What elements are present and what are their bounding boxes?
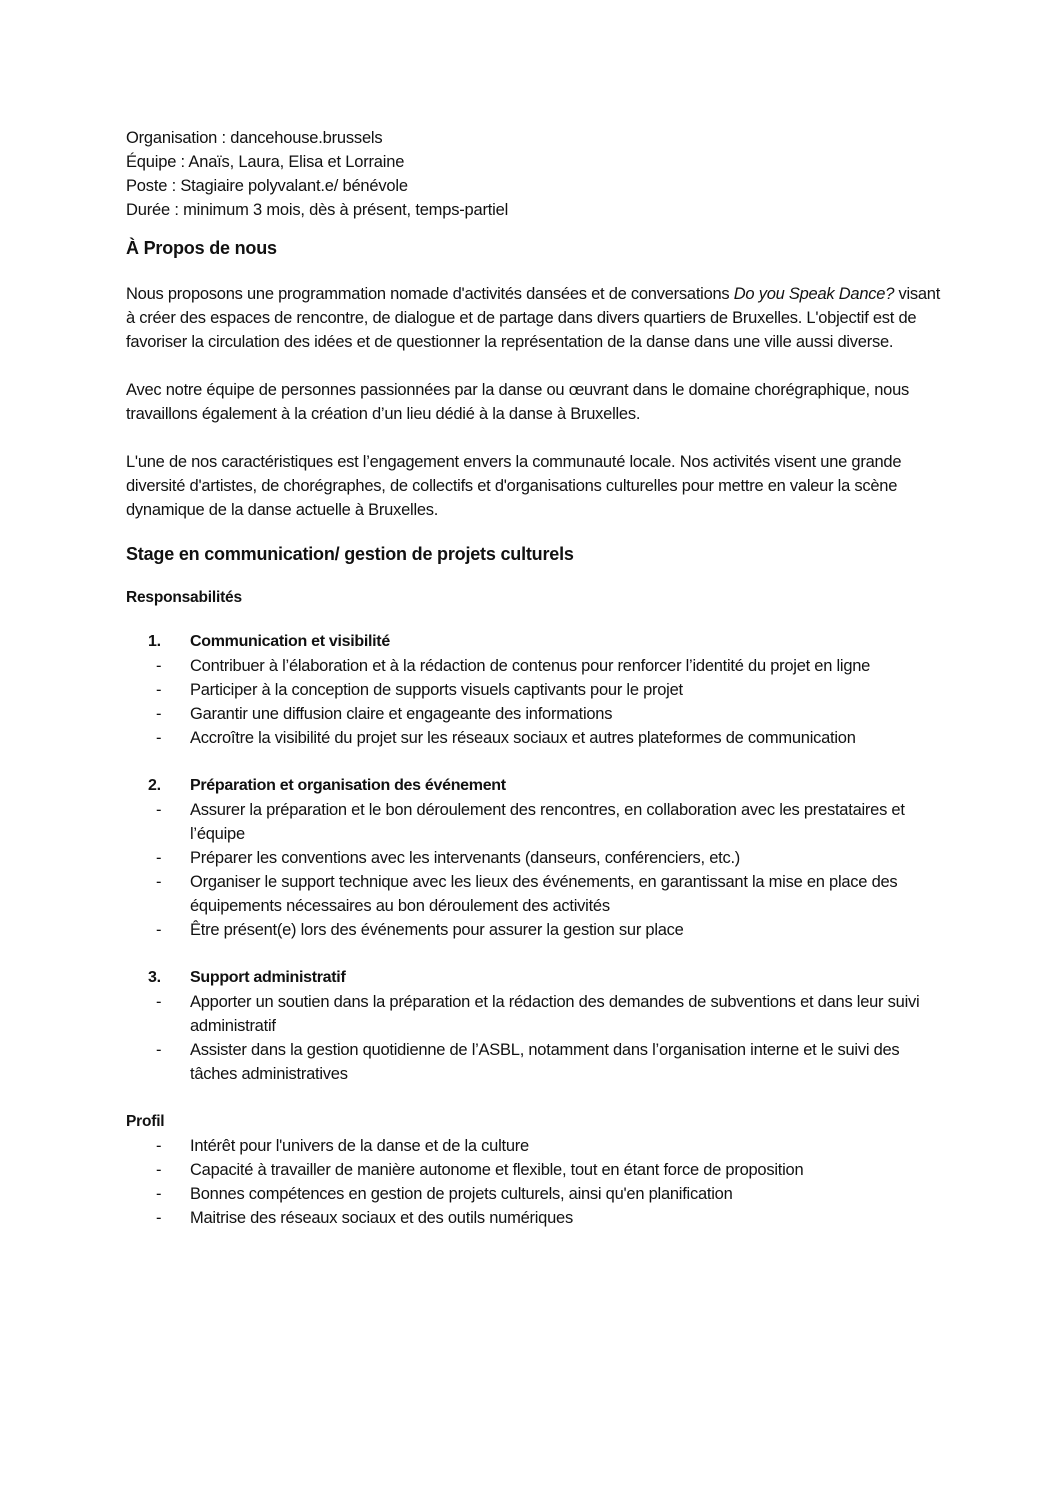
about-p1-text-end: visant à créer des espaces de rencontre, de dialogue et de partage dans divers quartiers de Bruxelles. L'objectif est de favoriser la circulation des idées et de questionner la représentation de la danse dans une ville aussi diverse. <box>126 285 941 351</box>
list-item-text: Capacité à travailler de manière autonome et flexible, tout en étant force de proposition <box>190 1161 804 1179</box>
internship-heading: Stage en communication/ gestion de projets culturels <box>126 544 574 564</box>
responsibility-section-admin <box>126 966 946 1086</box>
section-number: 2. <box>148 777 161 794</box>
dash-bullet-icon: - <box>156 801 162 819</box>
list-item <box>126 678 950 702</box>
list-item <box>126 870 950 918</box>
list-item-text: Organiser le support technique avec les lieux des événements, en garantissant la mise en place des équipements nécessaires au bon déroulement des activités <box>190 873 898 915</box>
section-heading <box>126 774 946 798</box>
organisation-line: Organisation : dancehouse.brussels <box>126 129 383 147</box>
list-item <box>126 1182 950 1206</box>
dash-bullet-icon: - <box>156 1161 162 1179</box>
about-p1-text: Nous proposons une programmation nomade d'activités dansées et de conversations <box>126 285 734 303</box>
about-heading: À Propos de nous <box>126 238 277 258</box>
list-item-text: Intérêt pour l'univers de la danse et de la culture <box>190 1137 529 1155</box>
profile-heading: Profil <box>126 1113 165 1130</box>
list-item <box>126 726 950 750</box>
job-meta <box>126 126 946 222</box>
dash-bullet-icon: - <box>156 681 162 699</box>
list-item <box>126 846 950 870</box>
list-item-text: Accroître la visibilité du projet sur les réseaux sociaux et autres plateformes de communication <box>190 729 856 747</box>
dash-bullet-icon: - <box>156 873 162 891</box>
document-page <box>126 126 946 1230</box>
about-paragraph-3: L'une de nos caractéristiques est l’engagement envers la communauté locale. Nos activités visent une grande diversité d'artistes, de chorégraphes, de collectifs et d'organisations culturelles pour mettre en valeur la scène dynamique de la danse actuelle à Bruxelles. <box>126 453 902 519</box>
section-heading <box>126 630 946 654</box>
list-item-text: Maitrise des réseaux sociaux et des outils numériques <box>190 1209 573 1227</box>
dash-bullet-icon: - <box>156 1209 162 1227</box>
about-paragraph-1 <box>126 282 946 354</box>
dash-bullet-icon: - <box>156 1041 162 1059</box>
position-line: Poste : Stagiaire polyvalant.e/ bénévole <box>126 177 408 195</box>
section-number: 1. <box>148 633 161 650</box>
list-item-text: Garantir une diffusion claire et engageante des informations <box>190 705 613 723</box>
list-item-text: Bonnes compétences en gestion de projets culturels, ainsi qu'en planification <box>190 1185 733 1203</box>
list-item <box>126 990 950 1038</box>
dash-bullet-icon: - <box>156 657 162 675</box>
list-item-text: Contribuer à l’élaboration et à la rédaction de contenus pour renforcer l’identité du projet en ligne <box>190 657 871 675</box>
list-item <box>126 654 950 678</box>
responsibility-section-events <box>126 774 946 942</box>
list-item-text: Préparer les conventions avec les intervenants (danseurs, conférenciers, etc.) <box>190 849 741 867</box>
dash-bullet-icon: - <box>156 1185 162 1203</box>
list-item-text: Être présent(e) lors des événements pour assurer la gestion sur place <box>190 921 684 939</box>
list-item-text: Assurer la préparation et le bon déroulement des rencontres, en collaboration avec les prestataires et l’équipe <box>190 801 905 843</box>
list-item <box>126 1134 950 1158</box>
duration-line: Durée : minimum 3 mois, dès à présent, temps-partiel <box>126 201 509 219</box>
list-item <box>126 702 950 726</box>
section-heading <box>126 966 946 990</box>
about-paragraph-2: Avec notre équipe de personnes passionnées par la danse ou œuvrant dans le domaine chorégraphique, nous travaillons également à la création d’un lieu dédié à la danse à Bruxelles. <box>126 381 909 423</box>
dash-bullet-icon: - <box>156 705 162 723</box>
list-item-text: Participer à la conception de supports visuels captivants pour le projet <box>190 681 683 699</box>
list-item <box>126 1206 950 1230</box>
dash-bullet-icon: - <box>156 849 162 867</box>
list-item <box>126 1038 950 1086</box>
responsibility-section-communication <box>126 630 946 750</box>
list-item <box>126 1158 950 1182</box>
dash-bullet-icon: - <box>156 993 162 1011</box>
section-title: Préparation et organisation des événement <box>190 777 506 794</box>
list-item <box>126 918 950 942</box>
program-title: Do you Speak Dance? <box>733 285 895 303</box>
responsibilities-heading: Responsabilités <box>126 589 242 606</box>
list-item-text: Assister dans la gestion quotidienne de l’ASBL, notamment dans l’organisation interne et le suivi des tâches administratives <box>190 1041 900 1083</box>
dash-bullet-icon: - <box>156 921 162 939</box>
section-number: 3. <box>148 969 161 986</box>
dash-bullet-icon: - <box>156 1137 162 1155</box>
profile-section <box>126 1110 946 1230</box>
section-title: Communication et visibilité <box>190 633 390 650</box>
list-item-text: Apporter un soutien dans la préparation et la rédaction des demandes de subventions et dans leur suivi administratif <box>190 993 920 1035</box>
team-line: Équipe : Anaïs, Laura, Elisa et Lorraine <box>126 153 405 171</box>
section-title: Support administratif <box>190 969 346 986</box>
dash-bullet-icon: - <box>156 729 162 747</box>
list-item <box>126 798 950 846</box>
